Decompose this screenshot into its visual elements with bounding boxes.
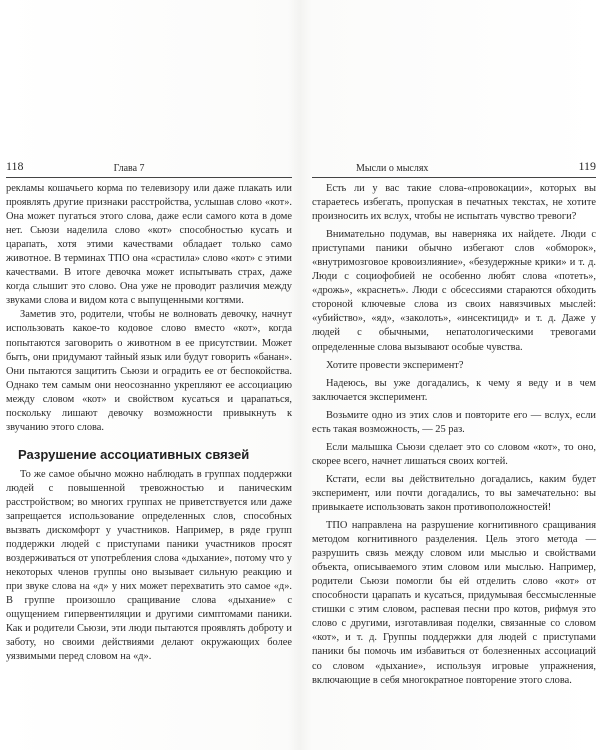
right-page-header <box>312 160 596 178</box>
left-page-number: 118 <box>6 159 24 173</box>
right-page <box>312 160 596 688</box>
paragraph: Если малышка Сьюзи сделает это со словом «кот», то оно, скорее всего, начнет лишаться своих когтей. <box>312 441 596 467</box>
paragraph: Есть ли у вас такие слова-«провокации», которых вы стараетесь избегать, пропуская в печатных текстах, не хотите произносить их вслух, чтобы не испытать чувство тревоги? <box>312 183 596 223</box>
right-running-head: Мысли о мыслях <box>355 163 429 174</box>
left-page-body <box>6 182 292 665</box>
paragraph: Кстати, если вы действительно догадались, каким будет эксперимент, или почти догадались, то вы замечательно: вы привыкаете использовать закон противоположностей! <box>312 473 596 513</box>
paragraph: ТПО направлена на разрушение когнитивного сращивания методом когнитивного разделения. Цель этого метода — разрушить связь между словом или мыслью и свойствами объекта, описываемого этим словом или мыслью. Например, родители Сьюзи помогли бы ей отделить слово «кот» от способности царапать и кусаться, придумывая бессмысленные стишки с этим словом, распевая песни про котов, рифмуя это слово с другими, изготавливая поделки, связанные со словом «кот», и т. д. Группы поддержки для людей с приступами паники бы помочь им избавиться от болезненных ассоциаций со словом «дыхание», используя игровые упражнения, включающие в себя многократное повторение этого слова. <box>312 520 596 686</box>
right-page-number: 119 <box>578 159 596 173</box>
right-page-body <box>312 182 596 688</box>
paragraph: Заметив это, родители, чтобы не волновать девочку, начнут использовать какое-то кодовое слово вместо «кот», когда попытаются заговорить о животном в ее присутствии. Может быть, они придумают тайный язык или будут говорить «банан». Они пытаются защитить Сьюзи и оградить ее от беспокойства. Однако тем самым они неосознанно укрепляют ее ассоциацию между словом «кот» и свойством кусаться и царапаться, поскольку лишают девочку возможности привыкнуть к звучанию этого слова. <box>6 309 292 433</box>
left-running-head: Глава 7 <box>113 163 145 174</box>
paragraph: То же самое обычно можно наблюдать в группах поддержки людей с повышенной тревожностью и паническим расстройством; во многих группах не приветствуется или даже запрещается использование определенных слов, способных вызвать дискомфорт у участников. Например, в ряде групп поддержки людей с приступами паники участников просят воздерживаться от употребления слова «дыхание», потому что у некоторых членов группы оно вызывает сильную реакцию и при звуке слова на «д» у них может перехватить это самое «д». В группе произошло сращивание слова «дыхание» с ощущением гипервентиляции и другими симптомами паники. Как и родители Сьюзи, эти люди пытаются проявлять доброту и заботу, но своими действиями делают окружающих более уязвимыми перед словом на «д». <box>6 468 292 663</box>
left-page <box>6 160 292 665</box>
paragraph: Внимательно подумав, вы наверняка их найдете. Люди с приступами паники обычно избегают слов «обморок», «внутримозговое кровоизлияние», «безудержные крики» и т. д. Люди с социофобией не особенно любят слова «потеть», «дрожь», «краснеть». Люди с обсессиями стараются обходить стороной ключевые слова из своих навязчивых мыслей: «убийство», «яд», «заколоть», «инсектицид» и т. д. Даже у людей с обычными, непатологическими тревогами определенные слова вызывают особые чувства. <box>312 229 596 353</box>
paragraph: Возьмите одно из этих слов и повторите его — вслух, если есть такая возможность, — 25 раз. <box>312 409 596 435</box>
section-heading: Разрушение ассоциативных связей <box>18 446 250 462</box>
left-page-header <box>6 160 292 178</box>
paragraph: Надеюсь, вы уже догадались, к чему я веду и в чем заключается эксперимент. <box>312 377 596 403</box>
paragraph: рекламы кошачьего корма по телевизору или даже плакать или проявлять другие признаки расстройства, услышав слово «кот». Она может пугаться этого слова, даже если самого кота в доме нет. Сьюзи наделила слово «кот» способностью кусать и царапать, хотя этими качествами обладает только само животное. В терминах ТПО она «срастила» слово «кот» с этими качествами. В итоге девочка может испытывать страх, даже когда слышит это слово. Она уже не проводит различия между звуками слова и видом кота с выпущенными когтями. <box>6 183 292 307</box>
paragraph: Хотите провести эксперимент? <box>326 359 464 371</box>
